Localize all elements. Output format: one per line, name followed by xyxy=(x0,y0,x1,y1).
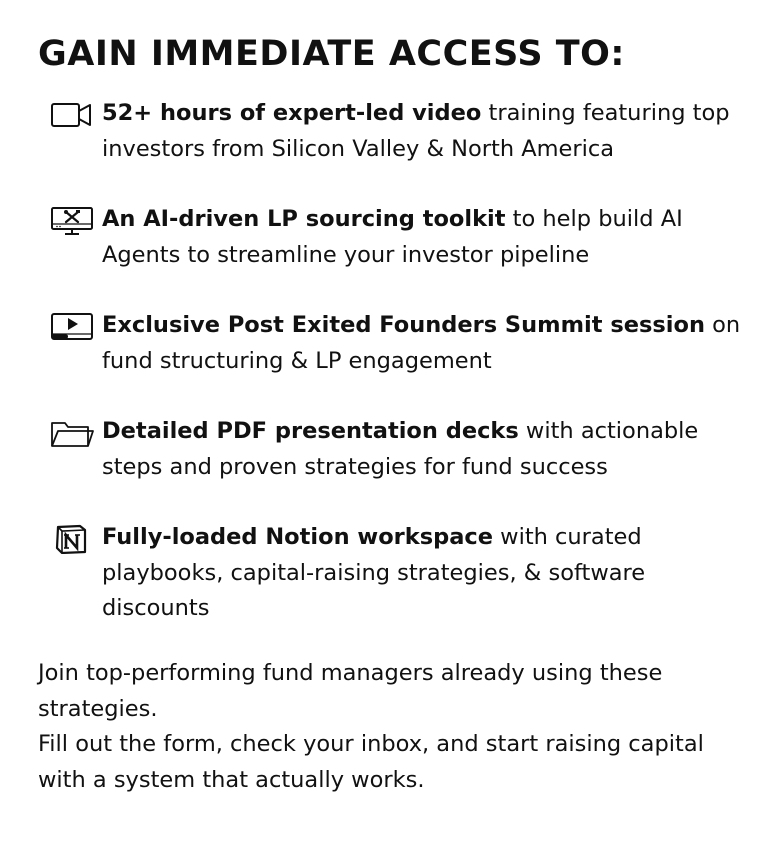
footer-line: Join top-performing fund managers already using these strategies. xyxy=(38,660,663,722)
footer-line: Fill out the form, check your inbox, and start raising capital with a system that actually works. xyxy=(38,731,704,793)
video-player-icon xyxy=(50,312,94,342)
video-camera-icon xyxy=(50,100,94,130)
list-item xyxy=(50,520,750,627)
item-highlight: Detailed PDF presentation decks xyxy=(102,418,519,444)
item-text: to help build AI Agents to streamline your investor pipeline xyxy=(102,206,683,268)
footer-text xyxy=(38,656,738,798)
list-item xyxy=(50,202,750,273)
ai-tools-monitor-icon xyxy=(50,206,94,236)
item-text: on fund structuring & LP engagement xyxy=(102,312,741,374)
page-title: GAIN IMMEDIATE ACCESS TO: xyxy=(38,34,625,74)
folder-icon xyxy=(50,418,94,448)
item-highlight: Fully-loaded Notion workspace xyxy=(102,524,494,550)
notion-logo-icon xyxy=(50,524,94,554)
item-highlight: 52+ hours of expert-led video xyxy=(102,100,482,126)
list-item xyxy=(50,308,750,379)
item-text: with curated playbooks, capital-raising strategies, & software discounts xyxy=(102,524,646,621)
item-highlight: Exclusive Post Exited Founders Summit session xyxy=(102,312,705,338)
item-highlight: An AI-driven LP sourcing toolkit xyxy=(102,206,506,232)
item-text: with actionable steps and proven strategies for fund success xyxy=(102,418,699,480)
list-item xyxy=(50,414,750,485)
benefits-list xyxy=(50,96,750,662)
item-text: training featuring top investors from Silicon Valley & North America xyxy=(102,100,730,162)
list-item xyxy=(50,96,750,167)
